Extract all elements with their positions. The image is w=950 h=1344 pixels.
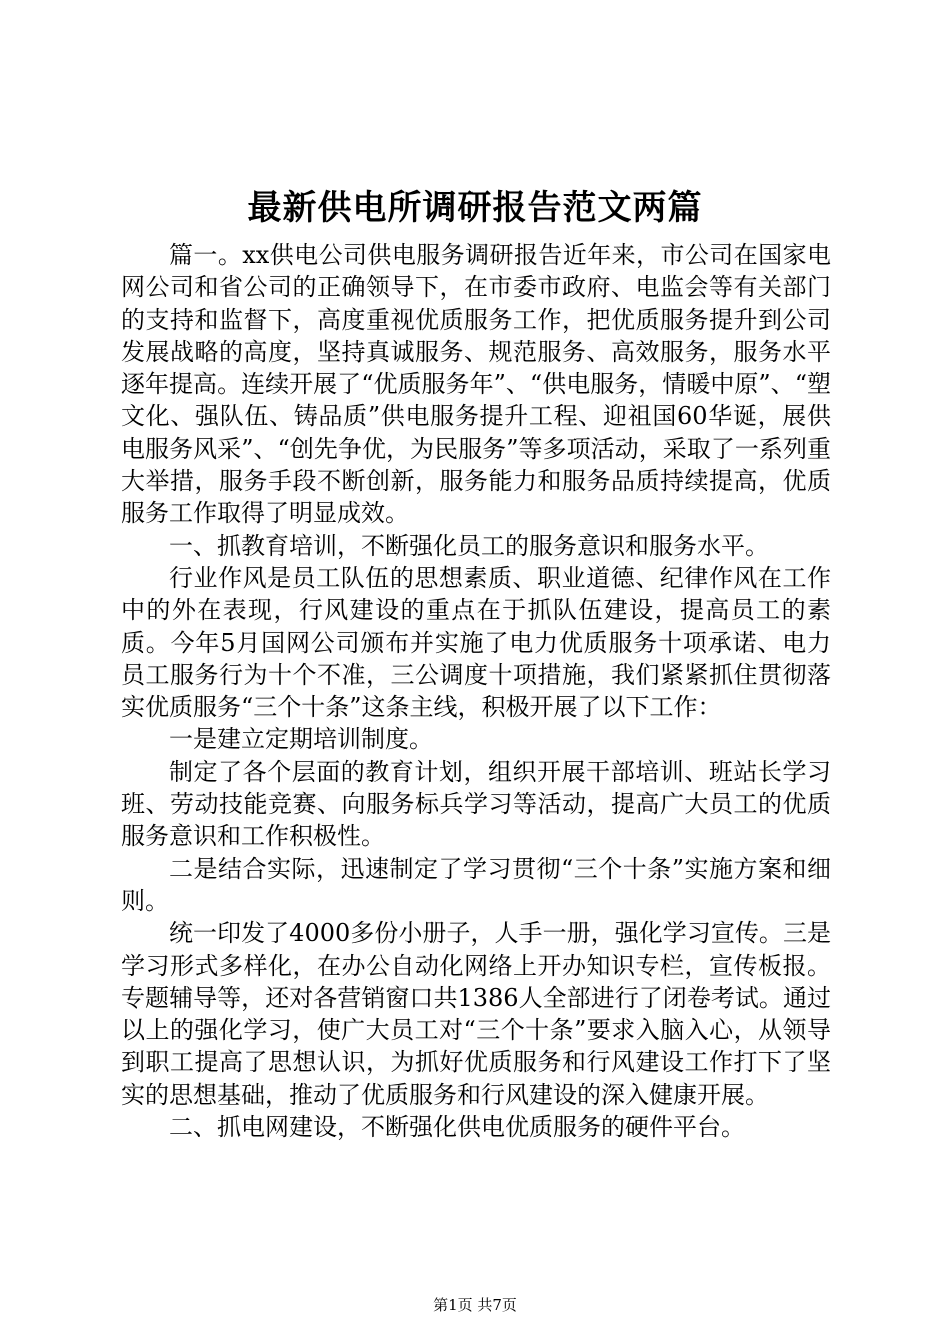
document-title: 最新供电所调研报告范文两篇 (247, 188, 703, 228)
paragraph: 二、抓电网建设，不断强化供电优质服务的硬件平台。 (169, 1113, 745, 1142)
paragraph: 统一印发了4000多份小册子，人手一册，强化学习宣传。三是学习形式多样化，在办公自动化网络上开办知识专栏，宣传板报。专题辅导等，还对各营销窗口共1386人全部进行了闭卷考试。通过以上的强化学习，使广大员工对“三个十条”要求入脑入心，从领导到职工提高了思想认识，为抓好优质服务和行风建设工作打下了坚实的思想基础，推动了优质服务和行风建设的深入健康开展。 (121, 919, 831, 1109)
paragraph: 制定了各个层面的教育计划，组织开展干部培训、班站长学习班、劳动技能竞赛、向服务标兵学习等活动，提高广大员工的优质服务意识和工作积极性。 (121, 757, 831, 851)
paragraph: 二是结合实际，迅速制定了学习贯彻“三个十条”实施方案和细则。 (121, 854, 831, 915)
paragraph: 一是建立定期培训制度。 (169, 725, 433, 754)
paragraph: 篇一。xx供电公司供电服务调研报告近年来，市公司在国家电网公司和省公司的正确领导下，在市委市政府、电监会等有关部门的支持和监督下，高度重视优质服务工作，把优质服务提升到公司发展战略的高度，坚持真诚服务、规范服务、高效服务，服务水平逐年提高。连续开展了“优质服务年”、“供电服务，情暖中原”、“塑文化、强队伍、铸品质”供电服务提升工程、迎祖国60华诞，展供电服务风采”、“创先争优，为民服务”等多项活动，采取了一系列重大举措，服务手段不断创新，服务能力和服务品质持续提高，优质服务工作取得了明显成效。 (121, 241, 831, 528)
paragraph: 行业作风是员工队伍的思想素质、职业道德、纪律作风在工作中的外在表现，行风建设的重点在于抓队伍建设，提高员工的素质。今年5月国网公司颁布并实施了电力优质服务十项承诺、电力员工服务行为十个不准，三公调度十项措施，我们紧紧抓住贯彻落实优质服务“三个十条”这条主线，积极开展了以下工作： (121, 563, 831, 722)
paragraph: 一、抓教育培训，不断强化员工的服务意识和服务水平。 (169, 531, 769, 560)
page-footer: 第1页 共7页 (433, 1296, 517, 1314)
document-body (121, 239, 831, 1143)
